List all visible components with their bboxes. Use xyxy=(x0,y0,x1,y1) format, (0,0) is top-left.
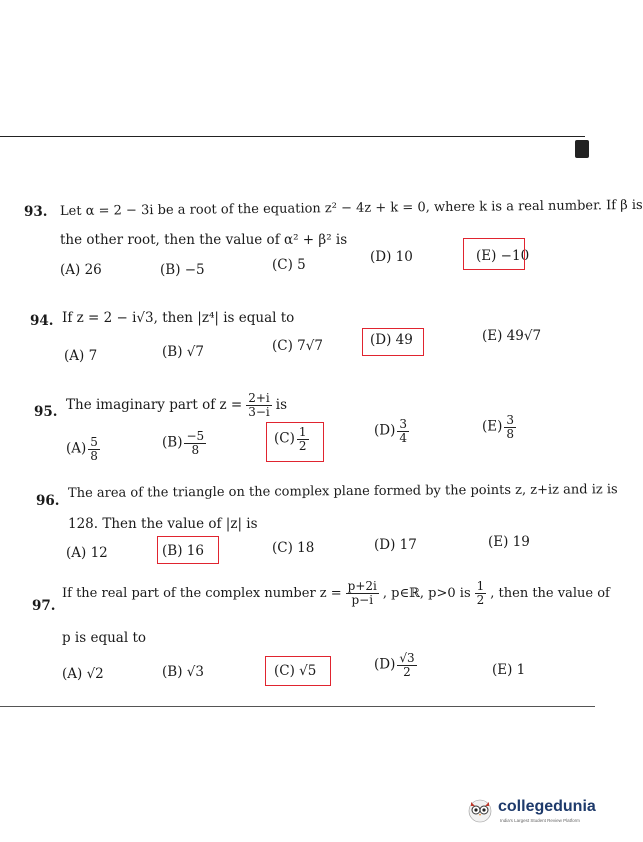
question-text: The imaginary part of z = xyxy=(66,397,243,414)
option-d: (D) 49 xyxy=(370,332,413,348)
option-label: (D) xyxy=(374,422,396,439)
question-number: 94. xyxy=(30,313,54,329)
option-a: (A) √2 xyxy=(62,666,104,682)
option-b xyxy=(162,430,208,456)
fraction-numerator: 1 xyxy=(298,425,307,439)
logo-name: collegedunia xyxy=(498,798,596,815)
fraction-numerator: p+2i xyxy=(347,579,377,593)
option-label: (D) xyxy=(374,656,396,673)
collegedunia-logo xyxy=(466,796,596,830)
fraction-denominator: 8 xyxy=(90,448,98,463)
option-b: (B) √3 xyxy=(162,664,204,680)
question-number: 93. xyxy=(24,204,48,220)
scan-corner-mark xyxy=(575,140,589,158)
question-text: If the real part of the complex number z = xyxy=(62,585,342,601)
fraction-denominator: 8 xyxy=(506,426,515,441)
owl-icon xyxy=(466,796,494,824)
fraction-numerator: 2+i xyxy=(248,391,270,405)
logo-tagline: India's Largest Student Review Platform xyxy=(500,818,580,823)
fraction-numerator: √3 xyxy=(399,651,415,665)
option-c: (C) 7√7 xyxy=(272,338,323,354)
question-text: , then the value of xyxy=(490,585,610,601)
fraction-denominator: 2 xyxy=(403,664,411,679)
option-e xyxy=(482,414,518,440)
fraction xyxy=(504,414,516,440)
answer-mark-box xyxy=(362,328,424,356)
option-e: (E) −10 xyxy=(476,248,530,264)
question-text: , p∈ℝ, p>0 is xyxy=(382,585,471,601)
answer-mark-box xyxy=(463,238,525,270)
fraction xyxy=(397,652,416,678)
option-b: (B) −5 xyxy=(160,262,205,278)
option-d: (D) 17 xyxy=(374,537,417,553)
top-divider xyxy=(0,136,585,137)
fraction xyxy=(397,418,409,444)
fraction xyxy=(88,436,100,462)
option-c: (C) 5 xyxy=(272,257,306,273)
option-d: (D) 10 xyxy=(370,249,413,265)
option-c: (C) 18 xyxy=(272,540,315,556)
option-label: (B) xyxy=(162,434,183,451)
option-a: (A) 26 xyxy=(60,262,102,278)
fraction xyxy=(346,580,379,606)
answer-mark-box xyxy=(266,422,324,462)
option-d xyxy=(374,652,419,678)
question-text-line-1 xyxy=(62,580,610,606)
question-text-line-2: the other root, then the value of α² + β² is xyxy=(60,232,348,248)
fraction-numerator: 1 xyxy=(476,579,485,593)
fraction-denominator: 2 xyxy=(298,438,307,453)
fraction-denominator: 3−i xyxy=(248,404,270,419)
fraction-denominator: 8 xyxy=(191,442,200,457)
option-e: (E) 1 xyxy=(492,662,526,678)
option-b: (B) √7 xyxy=(162,344,204,360)
question-text-line-1 xyxy=(66,392,287,418)
fraction-numerator: 5 xyxy=(90,435,98,449)
option-label: (E) xyxy=(482,418,503,435)
answer-mark-box xyxy=(265,656,331,686)
option-label: (A) xyxy=(66,440,87,457)
fraction-numerator: 3 xyxy=(506,413,515,427)
option-label: (C) xyxy=(274,430,295,447)
question-text-line-2: p is equal to xyxy=(62,630,147,646)
option-b: (B) 16 xyxy=(162,543,204,559)
question-text: is xyxy=(275,397,287,414)
question-number: 96. xyxy=(36,493,60,509)
fraction xyxy=(475,580,487,606)
question-text-line-1: If z = 2 − i√3, then |z⁴| is equal to xyxy=(62,310,295,326)
fraction xyxy=(184,430,206,456)
bottom-divider xyxy=(0,706,595,707)
option-a: (A) 12 xyxy=(66,545,108,561)
fraction-denominator: 2 xyxy=(476,592,485,607)
question-text-line-1: The area of the triangle on the complex plane formed by the points z, z+iz and iz is xyxy=(67,482,618,501)
fraction-numerator: 3 xyxy=(399,417,407,431)
fraction xyxy=(246,392,272,418)
question-number: 95. xyxy=(34,404,58,420)
option-a xyxy=(66,436,102,462)
option-a: (A) 7 xyxy=(64,348,98,364)
option-e: (E) 49√7 xyxy=(482,328,542,344)
option-c: (C) √5 xyxy=(274,663,317,679)
option-e: (E) 19 xyxy=(488,534,530,550)
question-text-line-2: 128. Then the value of |z| is xyxy=(68,516,258,532)
fraction-denominator: 4 xyxy=(399,430,407,445)
question-text-line-1: Let α = 2 − 3i be a root of the equation z² − 4z + k = 0, where k is a real number. If β is xyxy=(59,197,643,219)
answer-mark-box xyxy=(157,536,219,564)
question-number: 97. xyxy=(32,598,56,614)
option-d xyxy=(374,418,411,444)
fraction-denominator: p−i xyxy=(351,592,374,607)
fraction-numerator: −5 xyxy=(186,429,205,443)
